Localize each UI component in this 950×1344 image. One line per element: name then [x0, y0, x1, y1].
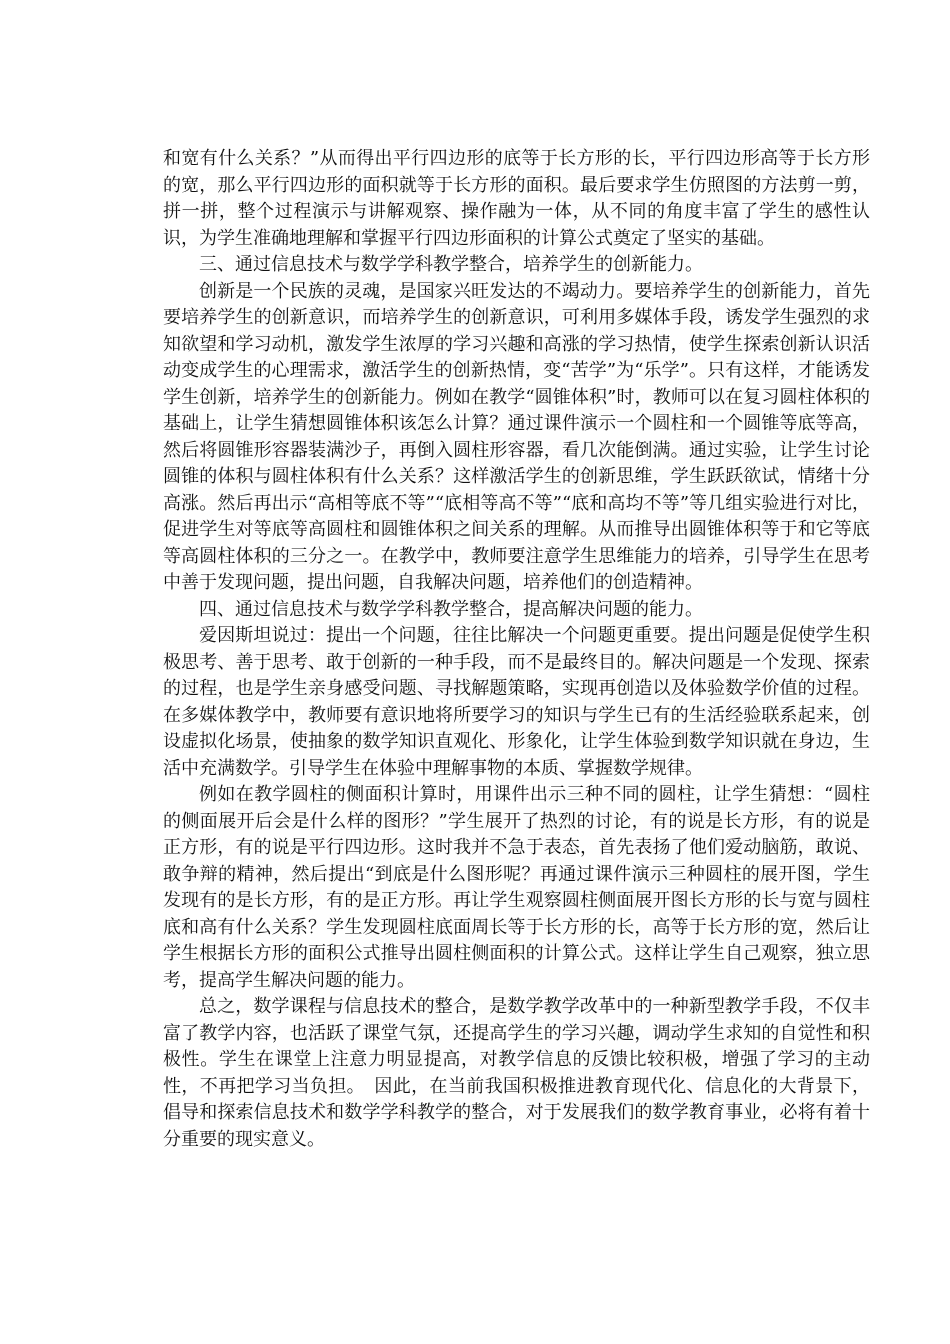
- section-heading-innovation: 三、通过信息技术与数学学科教学整合，培养学生的创新能力。: [199, 254, 703, 275]
- paragraph-conclusion: 总之，数学课程与信息技术的整合，是数学教学改革中的一种新型教学手段，不仅丰富了教学内容，也活跃了课堂气氛，还提高学生的学习兴趣，调动学生求知的自觉性和积极性。学生在课堂上注意力明显提高，对教学信息的反馈比较积极，增强了学习的主动性，不再把学习当负担。 因此，在当前我国积极推进教育现代化、信息化的大背景下，倡导和探索信息技术和数学学科教学的整合，对于发展我们的数学教育事业，必将有着十分重要的现实意义。: [163, 996, 870, 1150]
- paragraph-cylinder-example: 例如在教学圆柱的侧面积计算时，用课件出示三种不同的圆柱，让学生猜想：“圆柱的侧面展开后会是什么样的图形？”学生展开了热烈的讨论，有的说是长方形，有的说是正方形，有的说是平行四边形。这时我并不急于表态，首先表扬了他们爱动脑筋，敢说、敢争辩的精神，然后提出“到底是什么图形呢？再通过课件演示三种圆柱的展开图，学生发现有的是长方形，有的是正方形。再让学生观察圆柱侧面展开图长方形的长与宽与圆柱底和高有什么关系？学生发现圆柱底面周长等于长方形的长，高等于长方形的宽，然后让学生根据长方形的面积公式推导出圆柱侧面积的计算公式。这样让学生自己观察，独立思考，提高学生解决问题的能力。: [163, 784, 870, 991]
- document-page: [163, 146, 870, 1153]
- paragraph-innovation: 创新是一个民族的灵魂，是国家兴旺发达的不竭动力。要培养学生的创新能力，首先要培养学生的创新意识，而培养学生的创新意识，可利用多媒体手段，诱发学生强烈的求知欲望和学习动机，激发学生浓厚的学习兴趣和高涨的学习热情，使学生探索创新认识活动变成学生的心理需求，激活学生的创新热情，变“苦学”为“乐学”。只有这样，才能诱发学生创新，培养学生的创新能力。例如在教学“圆锥体积”时，教师可以在复习圆柱体积的基础上，让学生猜想圆锥体积该怎么计算？通过课件演示一个圆柱和一个圆锥等底等高，然后将圆锥形容器装满沙子，再倒入圆柱形容器，看几次能倒满。通过实验，让学生讨论圆锥的体积与圆柱体积有什么关系？这样激活学生的创新思维，学生跃跃欲试，情绪十分高涨。然后再出示“高相等底不等”“底相等高不等”“底和高均不等”等几组实验进行对比，促进学生对等底等高圆柱和圆锥体积之间关系的理解。从而推导出圆锥体积等于和它等底等高圆柱体积的三分之一。在教学中，教师要注意学生思维能力的培养，引导学生在思考中善于发现问题，提出问题，自我解决问题，培养他们的创造精神。: [163, 280, 870, 593]
- paragraph-problem-solving: 爱因斯坦说过：提出一个问题，往往比解决一个问题更重要。提出问题是促使学生积极思考、善于思考、敢于创新的一种手段，而不是最终目的。解决问题是一个发现、探索的过程，也是学生亲身感受问题、寻找解题策略，实现再创造以及体验数学价值的过程。在多媒体教学中，教师要有意识地将所要学习的知识与学生已有的生活经验联系起来，创设虚拟化场景，使抽象的数学知识直观化、形象化，让学生体验到数学知识就在身边，生活中充满数学。引导学生在体验中理解事物的本质、掌握数学规律。: [163, 625, 870, 779]
- paragraph-continuation: 和宽有什么关系？”从而得出平行四边形的底等于长方形的长，平行四边形高等于长方形的宽，那么平行四边形的面积就等于长方形的面积。最后要求学生仿照图的方法剪一剪，拼一拼，整个过程演示与讲解观察、操作融为一体，从不同的角度丰富了学生的感性认识，为学生准确地理解和掌握平行四边形面积的计算公式奠定了坚实的基础。: [163, 148, 870, 249]
- section-heading-problem-solving: 四、通过信息技术与数学学科教学整合，提高解决问题的能力。: [199, 598, 703, 620]
